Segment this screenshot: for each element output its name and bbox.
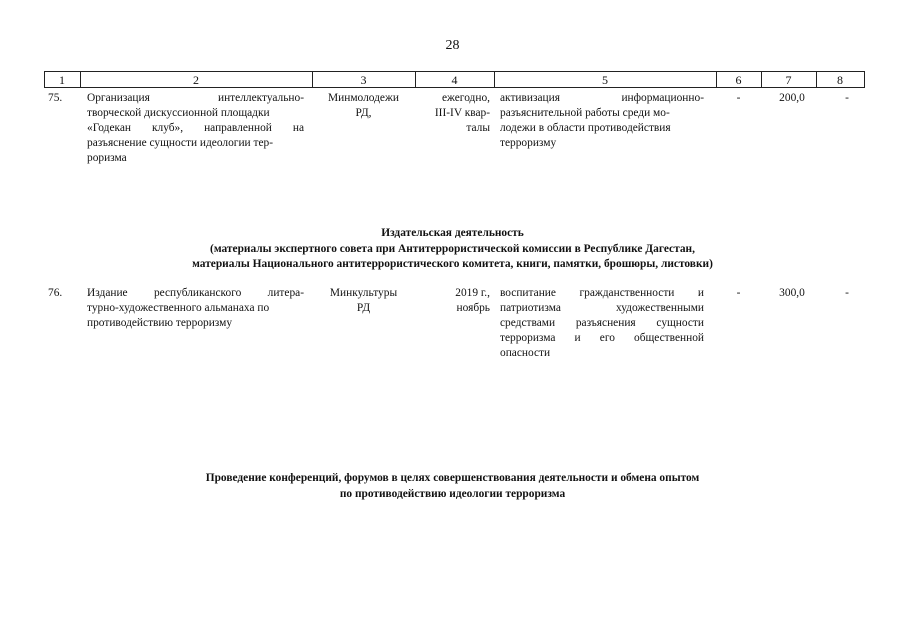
timing-line: 2019 г., — [455, 287, 490, 299]
event-line: разъяснение сущности идеологии тер- — [87, 137, 274, 149]
expected-result — [500, 286, 704, 361]
executor-line: РД — [356, 302, 371, 314]
timing-line: талы — [466, 122, 490, 134]
column-6-value: - — [736, 92, 741, 104]
column-number-6: 6 — [735, 73, 742, 87]
section-title-conferences-2: по противодействию идеологии терроризма — [339, 488, 566, 500]
table-top-border — [44, 71, 865, 72]
result-line: лодежи в области противодействия — [500, 122, 671, 134]
column-8-value: - — [845, 92, 849, 104]
column-number-7: 7 — [785, 73, 792, 87]
timing-line: ежегодно, — [441, 92, 490, 104]
section-subtitle-publishing-1: (материалы экспертного совета при Антитеррористической комиссии в Республике Дагестан, — [210, 243, 695, 255]
section-title-publishing: Издательская деятельность — [381, 227, 524, 239]
result-line: патриотизма художественными — [500, 302, 704, 314]
event-line: противодействию терроризму — [87, 317, 233, 329]
column-number-4: 4 — [451, 73, 458, 87]
column-8-value: - — [845, 287, 849, 299]
event-line: Издание республиканского литера- — [87, 287, 304, 299]
timing — [420, 91, 490, 136]
result-line: активизация информационно- — [500, 92, 704, 104]
expected-result — [500, 91, 704, 151]
result-line: средствами разъяснения сущности — [500, 317, 704, 329]
column-number-3: 3 — [360, 73, 367, 87]
event-line: Организация интеллектуально- — [87, 92, 304, 104]
result-line: воспитание гражданственности и — [500, 287, 704, 299]
event-line: роризма — [87, 152, 127, 164]
row-number: 76. — [48, 287, 63, 299]
col-separator — [864, 71, 865, 88]
column-6-value: - — [736, 287, 741, 299]
event-line: «Годекан клуб», направленной на — [87, 122, 304, 134]
column-number-5: 5 — [602, 73, 608, 87]
event-line: творческой дискуссионной площадки — [87, 107, 270, 119]
section-subtitle-publishing-2: материалы Национального антитеррористического комитета, книги, памятки, брошюры, листовки) — [192, 258, 713, 270]
section-title-conferences-1: Проведение конференций, форумов в целях совершенствования деятельности и обмена опытом — [205, 472, 700, 484]
result-line: терроризму — [500, 137, 557, 149]
column-number-8: 8 — [837, 73, 843, 87]
page-number: 28 — [445, 38, 460, 53]
funding-amount: 300,0 — [779, 287, 805, 299]
timing-line: ноябрь — [456, 302, 490, 314]
timing-line: III-IV квар- — [434, 107, 490, 119]
funding-amount: 200,0 — [779, 92, 805, 104]
result-line: терроризма и его общественной — [500, 332, 704, 344]
executor-line: Минмолодежи — [328, 92, 399, 104]
column-number-1: 1 — [59, 73, 65, 87]
timing — [420, 286, 490, 316]
event-line: турно-художественного альманаха по — [87, 302, 270, 314]
executor-line: РД, — [355, 107, 372, 119]
table-header-bottom-border — [44, 87, 865, 88]
event-description — [87, 286, 304, 331]
executor-line: Минкультуры — [329, 287, 398, 299]
event-description — [87, 91, 304, 166]
column-number-2: 2 — [193, 73, 199, 87]
executor — [312, 286, 415, 316]
row-number: 75. — [48, 92, 63, 104]
executor — [312, 91, 415, 121]
result-line: разъяснительной работы среди мо- — [500, 107, 670, 119]
result-line: опасности — [500, 347, 551, 359]
